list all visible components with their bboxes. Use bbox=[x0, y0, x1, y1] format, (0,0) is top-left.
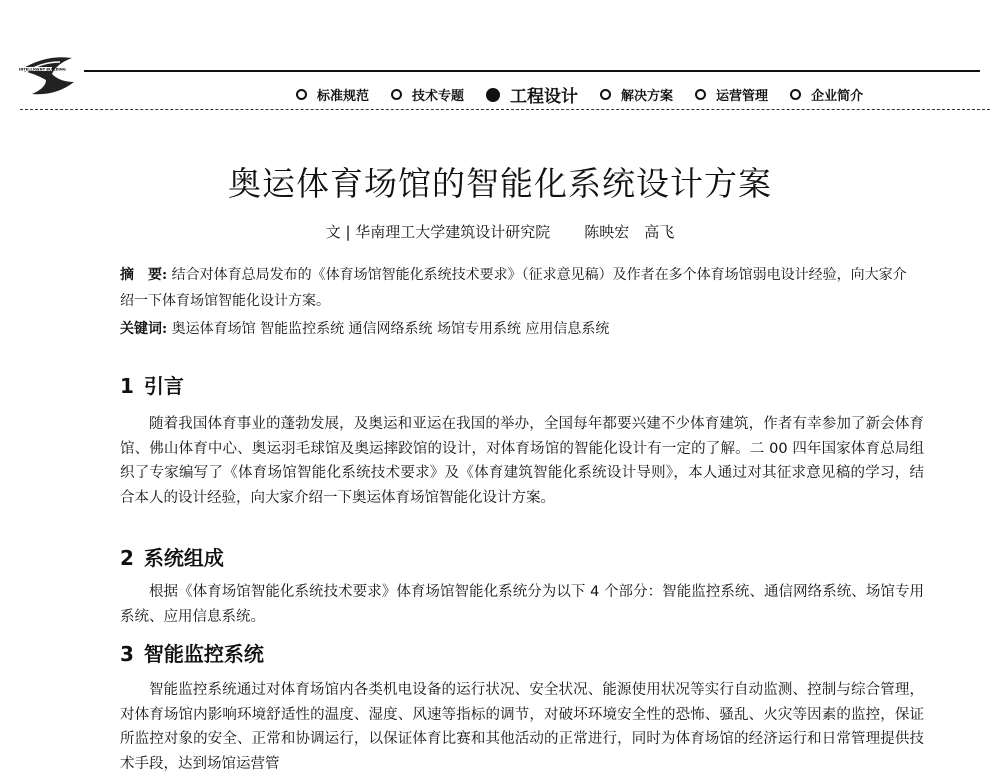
header-dashed-divider bbox=[20, 109, 990, 110]
section-heading bbox=[120, 542, 224, 571]
circle-bullet-icon bbox=[790, 89, 801, 100]
byline bbox=[0, 221, 1000, 242]
nav-item-topics[interactable] bbox=[391, 85, 464, 104]
nav-label: 解决方案 bbox=[621, 89, 674, 104]
circle-bullet-icon bbox=[296, 89, 307, 100]
header-rule bbox=[84, 70, 980, 72]
section-paragraph: 根据《体育场馆智能化系统技术要求》体育场馆智能化系统分为以下 4 个部分：智能监控系统、通信网络系统、场馆专用系统、应用信息系统。 bbox=[120, 584, 924, 625]
top-nav bbox=[296, 82, 885, 107]
byline-authors: 陈映宏 高飞 bbox=[584, 223, 675, 241]
keywords bbox=[120, 316, 920, 342]
nav-label: 运营管理 bbox=[716, 89, 769, 104]
section-number: 3 bbox=[120, 642, 134, 666]
section-number: 1 bbox=[120, 374, 134, 398]
filled-circle-icon bbox=[486, 88, 500, 102]
abstract bbox=[120, 262, 920, 314]
nav-item-operations[interactable] bbox=[695, 85, 768, 104]
section-heading bbox=[120, 638, 264, 667]
nav-item-company[interactable] bbox=[790, 85, 863, 104]
circle-bullet-icon bbox=[600, 89, 611, 100]
nav-item-standards[interactable] bbox=[296, 85, 369, 104]
section-heading bbox=[120, 370, 184, 399]
nav-item-solutions[interactable] bbox=[600, 85, 673, 104]
circle-bullet-icon bbox=[695, 89, 706, 100]
section-paragraph: 智能监控系统通过对体育场馆内各类机电设备的运行状况、安全状况、能源使用状况等实行自动监测、控制与综合管理，对体育场馆内影响环境舒适性的温度、湿度、风速等指标的调节，对破坏环境安全性的恐怖、骚乱、火灾等因素的监控，保证所监控对象的安全、正常和协调运行，以保证体育比赛和其他活动的正常进行，同时为体育场馆的经济运行和日常管理提供技术手段，达到场馆运营管 bbox=[120, 682, 924, 772]
nav-label: 标准规范 bbox=[317, 89, 370, 104]
section-title: 智能监控系统 bbox=[143, 642, 264, 666]
logo-text: INTELLIGENT BUILDING bbox=[19, 67, 66, 72]
nav-label: 企业简介 bbox=[811, 89, 864, 104]
section-title: 系统组成 bbox=[143, 546, 224, 570]
nav-label: 技术专题 bbox=[412, 89, 465, 104]
abstract-label: 摘 要: bbox=[120, 267, 168, 283]
article-title: 奥运体育场馆的智能化系统设计方案 bbox=[228, 164, 772, 203]
keywords-label: 关键词: bbox=[120, 321, 168, 337]
section-paragraph: 随着我国体育事业的蓬勃发展，及奥运和亚运在我国的举办，全国每年都要兴建不少体育建筑，作者有幸参加了新会体育馆、佛山体育中心、奥运羽毛球馆及奥运摔跤馆的设计，对体育场馆的智能化设计有一定的了解。二 00 四年国家体育总局组织了专家编写了《体育场馆智能化系统技术要求》及《体育建筑智能化系统设计导则》，本人通过对其征求意见稿的学习，结合本人的设计经验，向大家介绍一下奥运体育场馆智能化设计方案。 bbox=[120, 416, 924, 506]
abstract-text: 结合对体育总局发布的《体育场馆智能化系统技术要求》（征求意见稿）及作者在多个体育场馆弱电设计经验，向大家介绍一下体育场馆智能化设计方案。 bbox=[120, 267, 907, 309]
circle-bullet-icon bbox=[391, 89, 402, 100]
byline-affiliation: 文 | 华南理工大学建筑设计研究院 bbox=[325, 223, 551, 241]
keywords-text: 奥运体育场馆 智能监控系统 通信网络系统 场馆专用系统 应用信息系统 bbox=[171, 321, 610, 337]
section-number: 2 bbox=[120, 546, 134, 570]
logo-emblem bbox=[16, 52, 80, 102]
section-title: 引言 bbox=[143, 374, 184, 398]
nav-item-engineering-design[interactable] bbox=[486, 82, 578, 107]
nav-label: 工程设计 bbox=[510, 87, 579, 107]
